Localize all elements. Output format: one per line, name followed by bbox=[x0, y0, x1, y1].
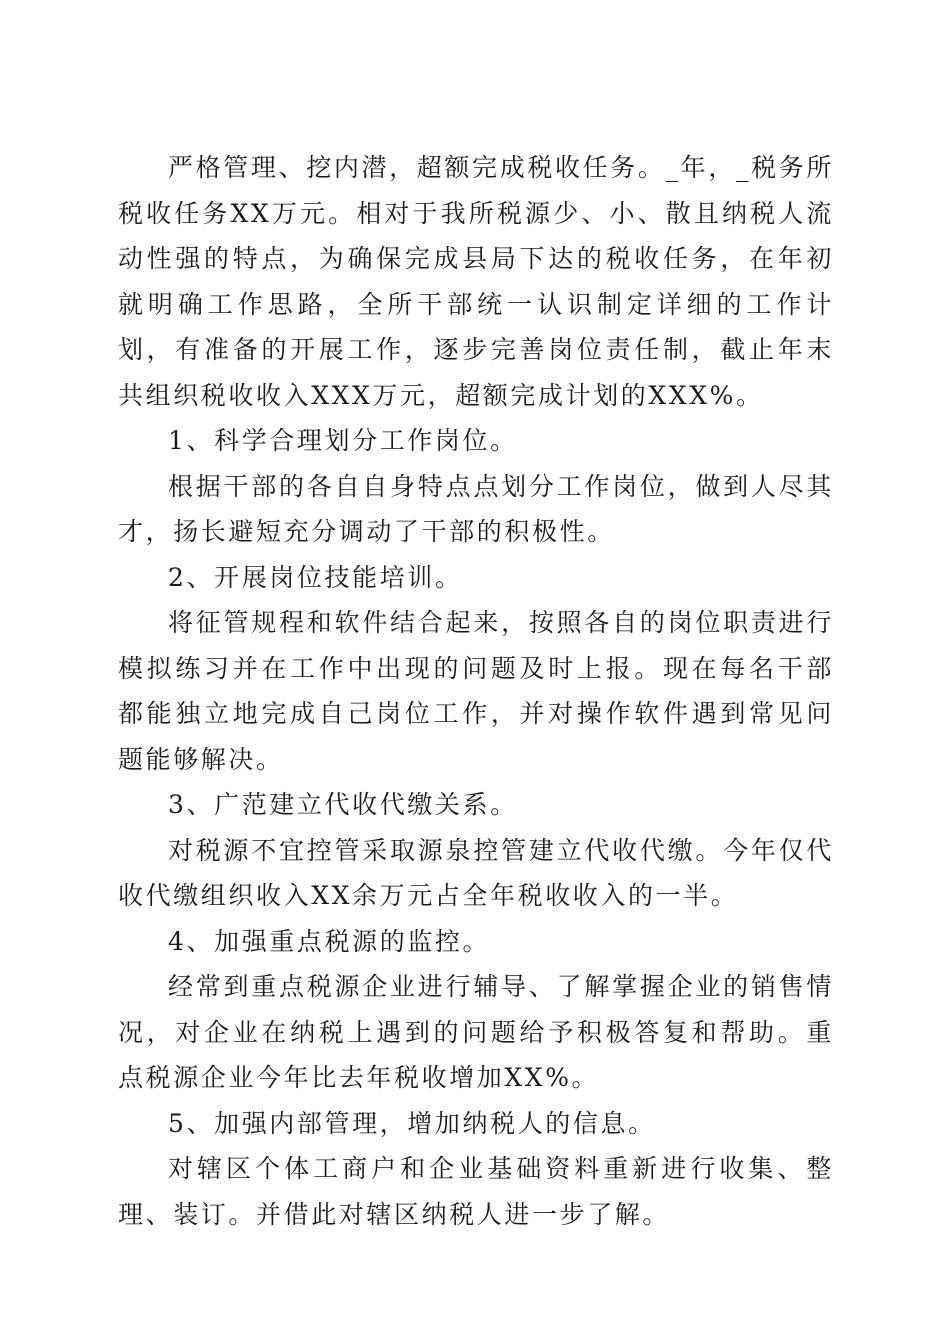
paragraph-5: 对辖区个体工商户和企业基础资料重新进行收集、整理、装订。并借此对辖区纳税人进一步了解。 bbox=[118, 1154, 834, 1229]
heading-2: 2、开展岗位技能培训。 bbox=[168, 562, 463, 592]
heading-4: 4、加强重点税源的监控。 bbox=[168, 926, 491, 956]
paragraph-3: 对税源不宜控管采取源泉控管建立代收代缴。今年仅代收代缴组织收入XX余万元占全年税收收入的一半。 bbox=[118, 835, 834, 910]
heading-5: 5、加强内部管理，增加纳税人的信息。 bbox=[168, 1108, 656, 1138]
paragraph-1: 根据干部的各自自身特点点划分工作岗位，做到人尽其才，扬长避短充分调动了干部的积极性。 bbox=[118, 471, 834, 546]
document-body bbox=[118, 145, 834, 1237]
paragraph-4: 经常到重点税源企业进行辅导、了解掌握企业的销售情况，对企业在纳税上遇到的问题给予积极答复和帮助。重点税源企业今年比去年税收增加XX%。 bbox=[118, 972, 834, 1092]
heading-3: 3、广范建立代收代缴关系。 bbox=[168, 790, 518, 819]
heading-1: 1、科学合理划分工作岗位。 bbox=[168, 426, 518, 455]
paragraph-2: 将征管规程和软件结合起来，按照各自的岗位职责进行模拟练习并在工作中出现的问题及时上报。现在每名干部都能独立地完成自己岗位工作，并对操作软件遇到常见问题能够解决。 bbox=[118, 608, 834, 774]
paragraph-intro: 严格管理、挖内潜，超额完成税收任务。_年，_税务所税收任务XX万元。相对于我所税源少、小、散且纳税人流动性强的特点，为确保完成县局下达的税收任务，在年初就明确工作思路，全所干部统一认识制定详细的工作计划，有准备的开展工作，逐步完善岗位责任制，截止年末共组织税收收入XXX万元，超额完成计划的XXX%。 bbox=[118, 153, 834, 410]
